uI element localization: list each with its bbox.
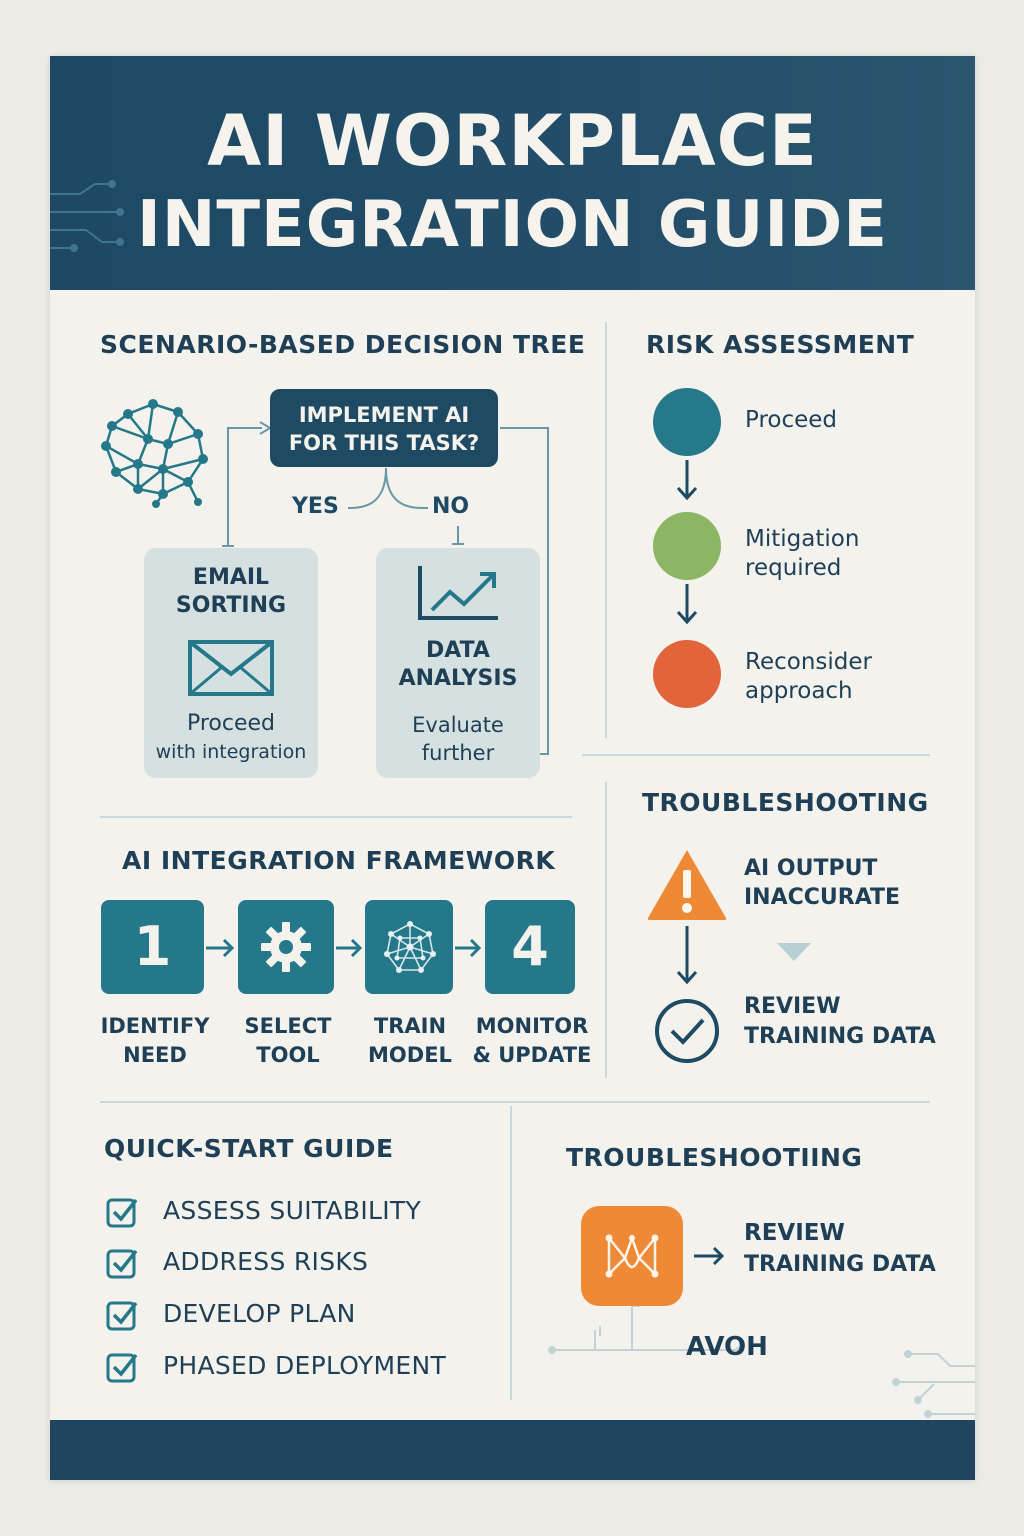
decision-tree-title: SCENARIO-BASED DECISION TREE — [100, 330, 586, 359]
gear-icon — [261, 922, 311, 972]
question-line-2: FOR THIS TASK? — [288, 431, 480, 455]
step-1-badge — [101, 900, 204, 994]
model-icon-box — [581, 1206, 683, 1306]
step-1-label-line-1: IDENTIFY — [100, 1014, 210, 1038]
step-4-label-line-2: & UPDATE — [472, 1043, 592, 1067]
avoh-label: AVOH — [686, 1332, 768, 1362]
arrow-down-icon — [676, 460, 698, 502]
arrow-down-icon — [676, 584, 698, 626]
risk-label-mitigation-1: Mitigation — [745, 526, 860, 552]
step-2-label-line-1: SELECT — [244, 1014, 332, 1038]
step-4-number: 4 — [511, 915, 549, 978]
step-2-label-line-2: TOOL — [256, 1043, 320, 1067]
horizontal-divider-bottom — [100, 1101, 930, 1103]
quick-start-title: QUICK-START GUIDE — [104, 1134, 394, 1163]
title-line-2: INTEGRATION GUIDE — [137, 188, 888, 262]
risk-label-reconsider-2: approach — [745, 678, 853, 704]
poster — [50, 56, 975, 1480]
issue-line-1: AI OUTPUT — [744, 856, 878, 881]
fix-line-1: REVIEW — [744, 994, 841, 1019]
data-card-sub-2: further — [421, 741, 495, 765]
step-2-badge — [238, 900, 334, 994]
step-4-label — [470, 1012, 594, 1070]
risk-circle-reconsider — [653, 640, 721, 708]
risk-circle-mitigation — [653, 512, 721, 580]
step-3-label-line-1: TRAIN — [373, 1014, 447, 1038]
question-line-1: IMPLEMENT AI — [298, 403, 470, 427]
step-3-label-line-2: MODEL — [368, 1043, 452, 1067]
checklist-item-label: PHASED DEPLOYMENT — [163, 1351, 447, 1380]
arrow-right-icon — [453, 938, 483, 958]
troubleshooting-title-2: TROUBLESHOOTIING — [566, 1143, 863, 1172]
step-3-label — [356, 1012, 464, 1070]
triangle-down-icon — [777, 943, 811, 963]
checkbox-checked-icon — [106, 1196, 138, 1228]
checkmark-circle-icon — [652, 998, 722, 1064]
neural-model-icon — [603, 1230, 661, 1282]
vertical-divider-bottom — [510, 1106, 512, 1400]
network-icon — [383, 920, 437, 974]
checklist-item-label: DEVELOP PLAN — [163, 1299, 356, 1328]
circuit-decoration-right-icon — [888, 1338, 975, 1418]
fix2-line-1: REVIEW — [744, 1220, 845, 1246]
fix2-line-2: TRAINING DATA — [744, 1252, 936, 1277]
email-card-title-2: SORTING — [175, 593, 287, 618]
warning-triangle-icon — [646, 848, 728, 922]
data-card-title-1: DATA — [426, 638, 490, 663]
yes-label: YES — [292, 494, 339, 519]
no-label: NO — [432, 494, 470, 519]
arrow-right-icon — [692, 1246, 726, 1266]
step-3-badge — [365, 900, 453, 994]
arrow-down-icon — [676, 926, 698, 986]
risk-circle-proceed — [653, 388, 721, 456]
framework-title: AI INTEGRATION FRAMEWORK — [122, 846, 556, 875]
risk-label-reconsider-1: Reconsider — [745, 649, 872, 675]
risk-label-proceed: Proceed — [745, 407, 838, 433]
envelope-icon — [188, 640, 274, 696]
vertical-divider-middle — [605, 782, 607, 1078]
step-1-label-line-2: NEED — [123, 1043, 187, 1067]
title-line-1: AI WORKPLACE — [207, 100, 818, 182]
risk-assessment-title: RISK ASSESSMENT — [646, 330, 915, 359]
footer-bar — [50, 1420, 975, 1480]
step-4-badge — [485, 900, 575, 994]
data-analysis-card — [376, 548, 540, 778]
troubleshooting-title-1: TROUBLESHOOTING — [642, 788, 929, 817]
step-2-label — [228, 1012, 348, 1070]
email-card-sub-2: with integration — [155, 741, 307, 763]
arrow-right-icon — [334, 938, 364, 958]
email-card-sub-1: Proceed — [186, 711, 276, 736]
decision-question-box — [270, 389, 498, 467]
issue-line-2: INACCURATE — [744, 885, 901, 910]
checklist-item-label: ADDRESS RISKS — [163, 1247, 369, 1276]
fix-line-2: TRAINING DATA — [744, 1024, 936, 1049]
email-sorting-card — [144, 548, 318, 778]
arrow-right-icon — [204, 938, 236, 958]
step-1-label — [94, 1012, 216, 1070]
checkbox-checked-icon — [106, 1351, 138, 1383]
data-card-title-2: ANALYSIS — [398, 666, 518, 691]
horizontal-divider-left — [100, 816, 572, 818]
checklist-item-label: ASSESS SUITABILITY — [163, 1196, 422, 1225]
checkbox-checked-icon — [106, 1299, 138, 1331]
email-card-title-1: EMAIL — [192, 565, 270, 590]
risk-label-mitigation-2: required — [745, 555, 842, 581]
line-chart-icon — [418, 566, 500, 622]
step-1-number: 1 — [133, 915, 172, 978]
step-4-label-line-1: MONITOR — [475, 1014, 589, 1038]
checkbox-checked-icon — [106, 1247, 138, 1279]
data-card-sub-1: Evaluate — [412, 713, 504, 737]
